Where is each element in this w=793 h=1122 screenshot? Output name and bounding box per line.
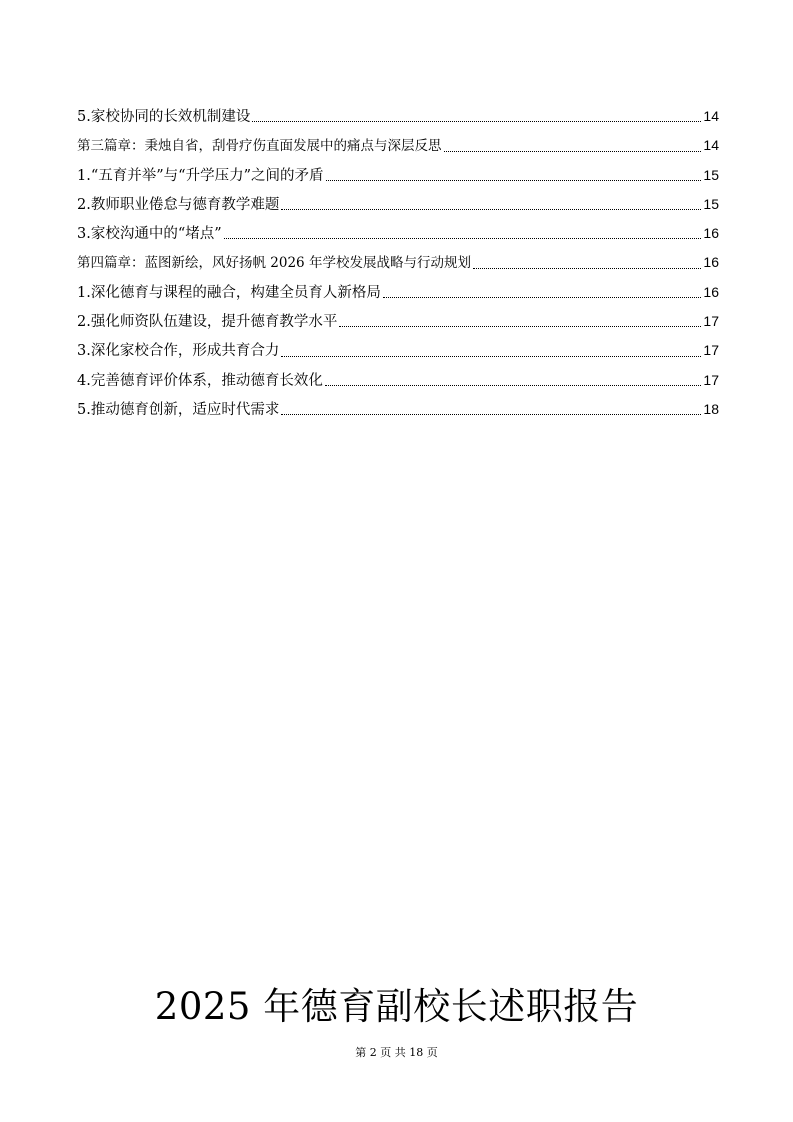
toc-entry-page: 14 <box>703 108 719 124</box>
toc-entry-page: 15 <box>703 195 719 212</box>
toc-entry[interactable] <box>77 102 719 131</box>
toc-entry-page: 14 <box>703 137 719 154</box>
toc-entry-title: 第四篇章：蓝图新绘，风好扬帆 2026 年学校发展战略与行动规划 <box>77 255 471 272</box>
toc-entry-chapter[interactable] <box>77 248 719 277</box>
toc-entry-page: 16 <box>703 225 719 242</box>
toc-leader-dots <box>383 296 702 298</box>
toc-entry-title: 2.强化师资队伍建设，提升德育教学水平 <box>77 314 338 331</box>
table-of-contents <box>77 102 719 424</box>
footer-prefix: 第 <box>355 1046 367 1059</box>
toc-entry[interactable] <box>77 190 719 219</box>
toc-entry-title: 2.教师职业倦怠与德育教学难题 <box>77 196 280 213</box>
toc-leader-dots <box>281 355 701 357</box>
toc-entry-title: 5.家校协同的长效机制建设 <box>77 109 251 125</box>
toc-leader-dots <box>326 179 702 181</box>
document-title: 2025 年德育副校长述职报告 <box>154 985 639 1028</box>
toc-entry[interactable] <box>77 161 719 190</box>
toc-leader-dots <box>325 384 702 386</box>
toc-entry-title: 3.深化家校合作，形成共育合力 <box>77 343 280 360</box>
toc-entry-page: 16 <box>703 283 719 300</box>
toc-entry[interactable] <box>77 366 719 395</box>
toc-entry-page: 17 <box>703 313 719 330</box>
toc-leader-dots <box>339 325 701 327</box>
toc-entry[interactable] <box>77 307 719 336</box>
toc-entry-title: 5.推动德育创新，适应时代需求 <box>77 401 280 418</box>
toc-leader-dots <box>473 267 701 269</box>
toc-entry-title: 4.完善德育评价体系，推动德育长效化 <box>77 372 323 389</box>
page-footer <box>0 1044 793 1060</box>
footer-total-pages: 18 <box>409 1046 424 1059</box>
footer-current-page: 2 <box>369 1046 377 1059</box>
toc-leader-dots <box>224 237 702 239</box>
toc-entry-page: 18 <box>703 400 719 417</box>
toc-leader-dots <box>281 208 701 210</box>
toc-entry[interactable] <box>77 336 719 365</box>
toc-entry-chapter[interactable] <box>77 131 719 160</box>
toc-entry-page: 15 <box>703 166 719 183</box>
toc-entry-page: 17 <box>703 342 719 359</box>
footer-mid: 页 共 <box>380 1046 406 1059</box>
footer-suffix: 页 <box>426 1046 438 1059</box>
toc-entry-title: 3.家校沟通中的“堵点” <box>77 226 222 243</box>
toc-entry-title: 1.深化德育与课程的融合，构建全员育人新格局 <box>77 284 381 301</box>
toc-entry-title: 第三篇章：秉烛自省，刮骨疗伤直面发展中的痛点与深层反思 <box>77 138 442 155</box>
toc-entry-page: 16 <box>703 254 719 271</box>
toc-leader-dots <box>252 120 701 122</box>
toc-entry[interactable] <box>77 395 719 424</box>
toc-entry-title: 1.“五育并举”与“升学压力”之间的矛盾 <box>77 167 324 184</box>
toc-entry[interactable] <box>77 278 719 307</box>
toc-entry[interactable] <box>77 219 719 248</box>
toc-entry-page: 17 <box>703 371 719 388</box>
toc-leader-dots <box>281 413 701 415</box>
toc-leader-dots <box>444 150 702 152</box>
